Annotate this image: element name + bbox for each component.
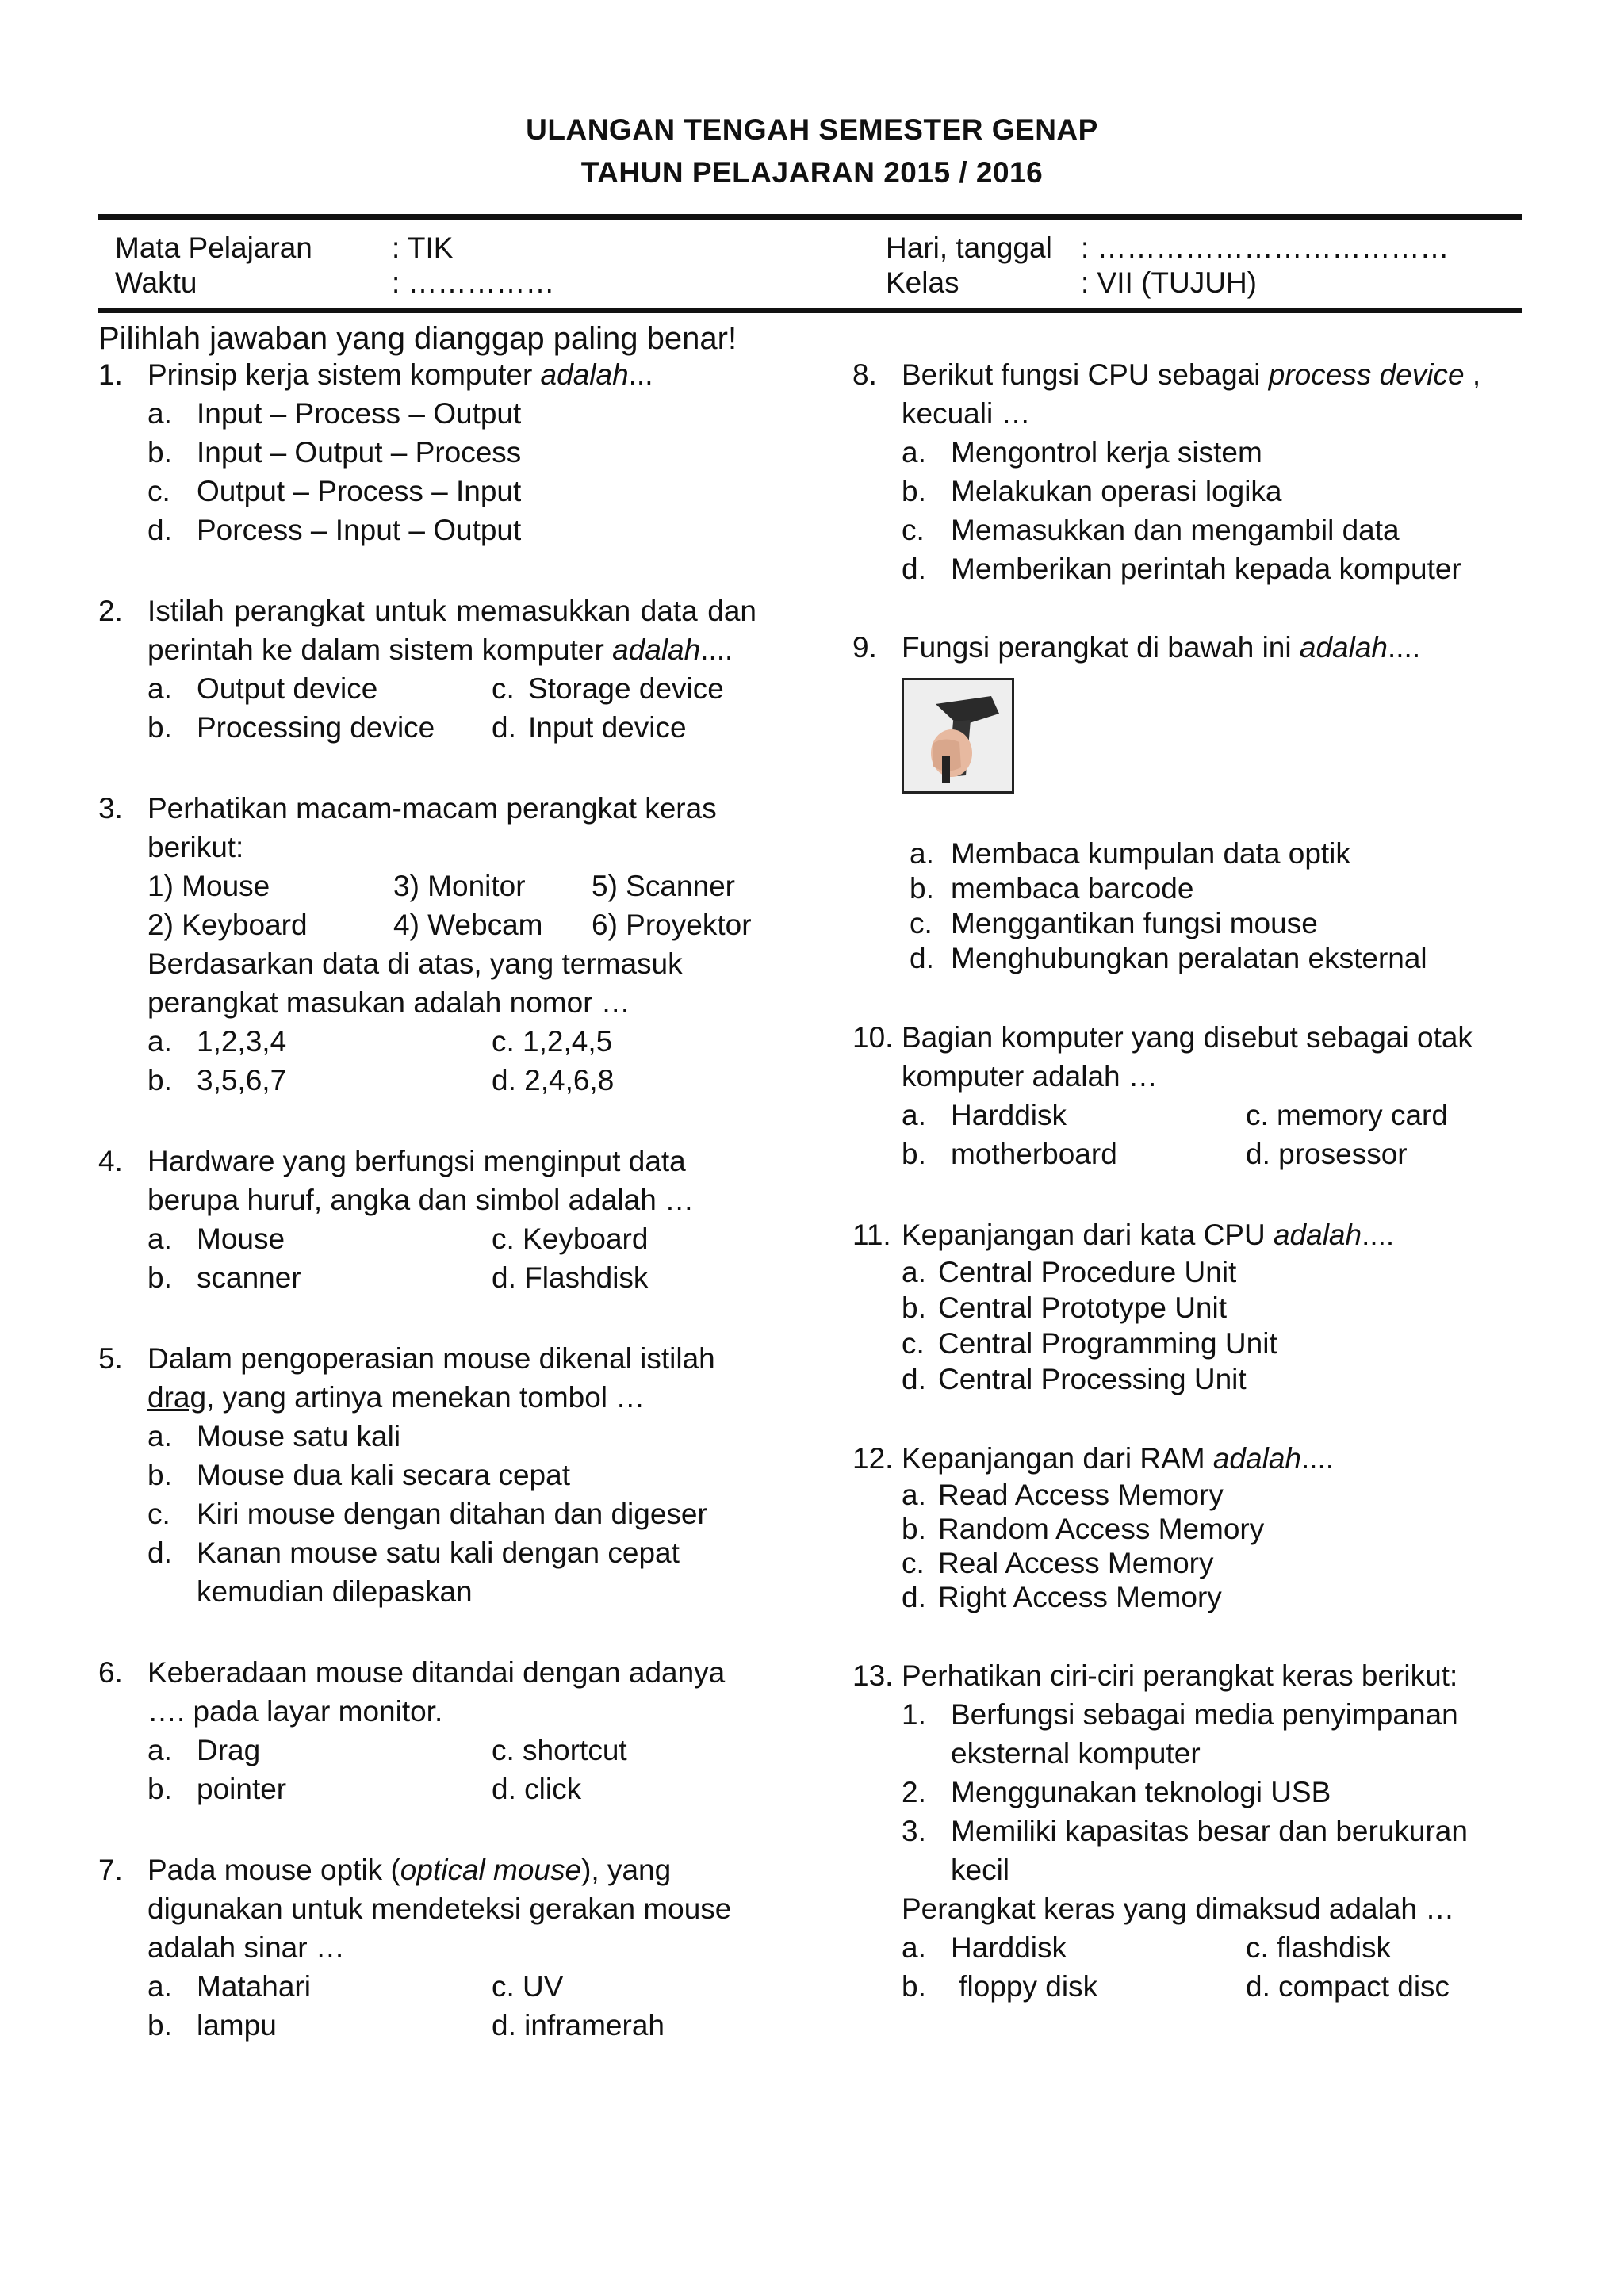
barcode-scanner-icon (904, 680, 1012, 791)
option-b: b. pointer (147, 1773, 287, 1805)
question-3 (98, 789, 756, 1100)
hari-value: : ……………………………… (1081, 232, 1450, 264)
option-d: d. prosessor (1246, 1138, 1408, 1170)
header-top-rule (98, 214, 1522, 220)
question-9 (852, 628, 1522, 976)
question-4 (98, 1142, 756, 1297)
option-a: a. Mouse (147, 1223, 285, 1255)
option-b: b. Input – Output – Process (147, 436, 522, 469)
option-c: c. Real Access Memory (902, 1547, 1214, 1579)
option-a: a. Membaca kumpulan data optik (910, 837, 1350, 870)
question-11 (852, 1215, 1522, 1397)
question-text-2: Berdasarkan data di atas, yang termasuk perangkat masukan adalah nomor … (147, 947, 683, 1019)
option-c: c. Kiri mouse dengan ditahan dan digeser (147, 1498, 707, 1530)
header-bottom-rule (98, 308, 1522, 313)
question-number: 9. (852, 631, 877, 664)
question-text: Bagian komputer yang disebut sebagai otak komputer adalah … (902, 1021, 1473, 1093)
option-d: d. Input device (492, 711, 687, 744)
option-a: a. 1,2,3,4 (147, 1025, 287, 1058)
option-c: c. Output – Process – Input (147, 475, 522, 507)
option-b: b. Mouse dua kali secara cepat (147, 1459, 570, 1491)
option-c: c. memory card (1246, 1099, 1448, 1131)
option-a: a. Drag (147, 1734, 261, 1766)
question-number: 13. (852, 1659, 894, 1692)
option-d: d. Flashdisk (492, 1261, 649, 1294)
question-text: Hardware yang berfungsi menginput data berupa huruf, angka dan simbol adalah … (147, 1145, 695, 1216)
question-text: Perhatikan macam-macam perangkat keras berikut: (147, 792, 717, 863)
option-b: b. Central Prototype Unit (902, 1292, 1228, 1324)
question-number: 8. (852, 358, 877, 391)
question-5 (98, 1339, 756, 1611)
hari-label: Hari, tanggal (886, 232, 1052, 264)
question-text: Kepanjangan dari kata CPU adalah.... (902, 1219, 1395, 1251)
option-c: c. 1,2,4,5 (492, 1025, 613, 1058)
option-b: b. 3,5,6,7 (147, 1064, 287, 1096)
option-d: d. 2,4,6,8 (492, 1064, 615, 1096)
question-number: 6. (98, 1656, 123, 1689)
question-number: 3. (98, 792, 123, 825)
option-c: c. Central Programming Unit (902, 1327, 1277, 1360)
option-a: a. Output device (147, 672, 378, 705)
option-c: c. Memasukkan dan mengambil data (902, 514, 1400, 546)
option-b: b. motherboard (902, 1138, 1117, 1170)
question-number: 11. (852, 1219, 891, 1251)
question-text: Keberadaan mouse ditandai dengan adanya …. pada layar monitor. (147, 1656, 726, 1728)
question-number: 2. (98, 595, 123, 627)
list-item: 2. Menggunakan teknologi USB (902, 1776, 1331, 1808)
question-1 (98, 355, 756, 549)
question-text: Kepanjangan dari RAM adalah.... (902, 1442, 1335, 1475)
option-d: d. Right Access Memory (902, 1581, 1222, 1613)
option-a: a. Input – Process – Output (147, 397, 522, 430)
option-c: c. UV (492, 1970, 564, 2003)
option-c: c. Keyboard (492, 1223, 649, 1255)
question-10 (852, 1018, 1522, 1173)
option-d: d. compact disc (1246, 1970, 1450, 2003)
question-number: 1. (98, 358, 123, 391)
list-item: 3. Memiliki kapasitas besar dan berukuran kecil (902, 1815, 1468, 1886)
question-text: Dalam pengoperasian mouse dikenal istilah drag, yang artinya menekan tombol … (147, 1342, 715, 1414)
question-number: 7. (98, 1854, 123, 1886)
mata-pelajaran-value: : TIK (392, 232, 454, 264)
characteristics-list (902, 1695, 1522, 1889)
question-8 (852, 355, 1522, 588)
option-b: b. membaca barcode (910, 872, 1194, 905)
option-b: b. Melakukan operasi logika (902, 475, 1282, 507)
option-d: d. Menghubungkan peralatan eksternal (910, 942, 1427, 974)
question-12 (852, 1439, 1522, 1614)
option-d: d. Porcess – Input – Output (147, 514, 522, 546)
option-a: a. Harddisk (902, 1931, 1067, 1964)
question-6 (98, 1653, 756, 1808)
question-7 (98, 1850, 756, 2045)
question-text: Perhatikan ciri-ciri perangkat keras berikut: (902, 1659, 1458, 1692)
exam-title: ULANGAN TENGAH SEMESTER GENAP (526, 113, 1098, 146)
option-d: d. click (492, 1773, 582, 1805)
question-number: 4. (98, 1145, 123, 1177)
list-item: 1. Berfungsi sebagai media penyimpanan eksternal komputer (902, 1698, 1458, 1770)
option-b: b. Processing device (147, 711, 435, 744)
option-c: c. Menggantikan fungsi mouse (910, 907, 1318, 939)
question-text: Berikut fungsi CPU sebagai process device , kecuali … (902, 358, 1481, 430)
option-c: c. Storage device (492, 672, 724, 705)
instruction: Pilihlah jawaban yang dianggap paling benar! (98, 321, 737, 356)
option-b: b. lampu (147, 2009, 277, 2042)
question-number: 12. (852, 1442, 894, 1475)
option-d: d. inframerah (492, 2009, 665, 2042)
barcode-scanner-image (902, 678, 1014, 794)
option-a: a. Harddisk (902, 1099, 1067, 1131)
question-2 (98, 591, 756, 747)
kelas-value: : VII (TUJUH) (1081, 266, 1257, 299)
option-d: d. Memberikan perintah kepada komputer (902, 553, 1461, 585)
question-text: Fungsi perangkat di bawah ini adalah.... (902, 631, 1421, 664)
question-number: 5. (98, 1342, 123, 1375)
option-a: a. Central Procedure Unit (902, 1256, 1237, 1288)
right-column (852, 355, 1522, 2048)
question-text: Prinsip kerja sistem komputer adalah... (147, 358, 653, 391)
exam-subtitle: TAHUN PELAJARAN 2015 / 2016 (580, 156, 1044, 189)
kelas-label: Kelas (886, 266, 959, 299)
option-c: c. flashdisk (1246, 1931, 1392, 1964)
option-b: b. scanner (147, 1261, 301, 1294)
option-d: d. Central Processing Unit (902, 1363, 1247, 1395)
option-b: b. Random Access Memory (902, 1513, 1265, 1545)
left-column (98, 355, 756, 2087)
option-d: d. Kanan mouse satu kali dengan cepat kemudian dilepaskan (147, 1536, 680, 1608)
question-text: Istilah perangkat untuk memasukkan data dan perintah ke dalam sistem komputer adalah.... (147, 595, 756, 666)
waktu-value: : …………… (392, 266, 555, 299)
option-a: a. Mouse satu kali (147, 1420, 401, 1452)
mata-pelajaran-label: Mata Pelajaran (115, 232, 312, 264)
option-a: a. Matahari (147, 1970, 311, 2003)
question-13 (852, 1656, 1522, 2006)
question-text-2: Perangkat keras yang dimaksud adalah … (902, 1892, 1455, 1925)
option-c: c. shortcut (492, 1734, 627, 1766)
item-list: 1) Mouse 3) Monitor 5) Scanner 2) Keyboard 4) Webcam 6) Proyektor (147, 870, 752, 941)
option-a: a. Read Access Memory (902, 1479, 1224, 1511)
waktu-label: Waktu (115, 266, 197, 299)
option-b: b. floppy disk (902, 1970, 1098, 2003)
option-a: a. Mengontrol kerja sistem (902, 436, 1262, 469)
question-number: 10. (852, 1021, 894, 1054)
question-text: Pada mouse optik (optical mouse), yang digunakan untuk mendeteksi gerakan mouse adalah sinar … (147, 1854, 732, 1964)
